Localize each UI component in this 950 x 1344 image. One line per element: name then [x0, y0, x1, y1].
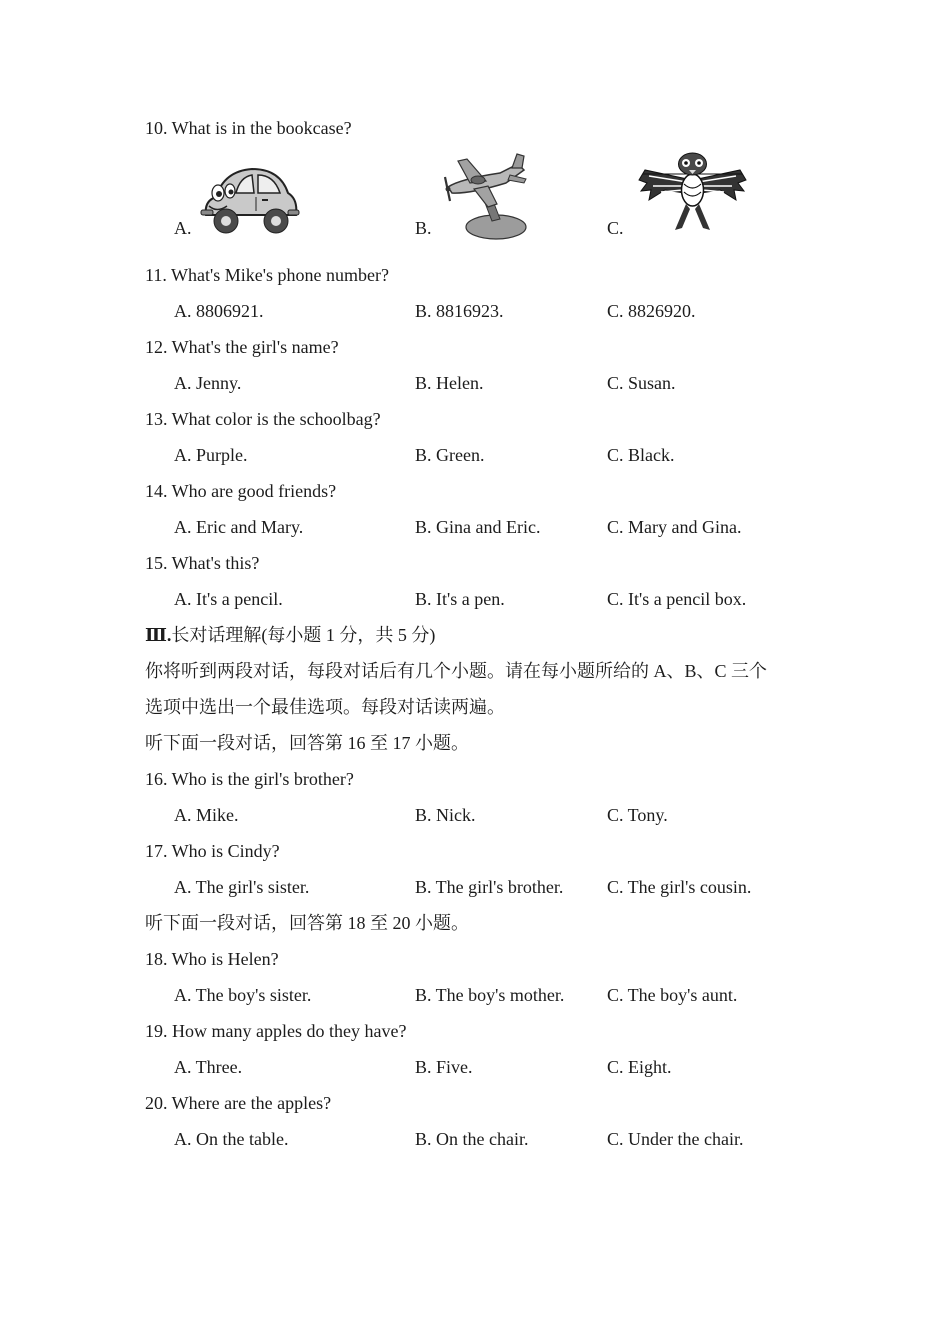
option-a: A. Eric and Mary.: [174, 517, 304, 537]
option-b: B. Helen.: [415, 373, 484, 393]
option-a: A. The girl's sister.: [174, 877, 310, 897]
question-stem: 17. Who is Cindy?: [145, 841, 280, 861]
option-a: A. It's a pencil.: [174, 589, 283, 609]
option-c: C. Mary and Gina.: [607, 517, 742, 537]
option-b: B. Five.: [415, 1057, 473, 1077]
option-a: A. Purple.: [174, 445, 248, 465]
option-b-label: B.: [415, 218, 432, 238]
options-row: [145, 869, 925, 905]
options-row: [145, 509, 925, 545]
option-b: B. Gina and Eric.: [415, 517, 541, 537]
option-a-label: A.: [174, 218, 192, 238]
option-b: B. On the chair.: [415, 1129, 529, 1149]
option-c: C. It's a pencil box.: [607, 589, 747, 609]
question-stem: 16. Who is the girl's brother?: [145, 769, 354, 789]
option-a: A. 8806921.: [174, 301, 264, 321]
question-stem: 14. Who are good friends?: [145, 481, 337, 501]
options-row: [145, 1049, 925, 1085]
option-b: B. Nick.: [415, 805, 476, 825]
document-body: [145, 110, 925, 1157]
options-row: [145, 365, 925, 401]
question-stem: 12. What's the girl's name?: [145, 337, 339, 357]
option-b: B. The girl's brother.: [415, 877, 564, 897]
option-c: C. 8826920.: [607, 301, 696, 321]
dialog-intro: 听下面一段对话，回答第 16 至 17 小题。: [145, 733, 469, 753]
section-heading: [145, 617, 925, 653]
option-a: A. The boy's sister.: [174, 985, 312, 1005]
option-c: C. The boy's aunt.: [607, 985, 738, 1005]
option-a: A. Three.: [174, 1057, 243, 1077]
option-c: C. The girl's cousin.: [607, 877, 752, 897]
section-title: 长对话理解(每小题 1 分，共 5 分): [171, 625, 436, 645]
option-b: B. The boy's mother.: [415, 985, 565, 1005]
instruction-text: 你将听到两段对话，每段对话后有几个小题。请在每小题所给的 A、B、C 三个: [145, 661, 768, 681]
question-stem: 11. What's Mike's phone number?: [145, 265, 389, 285]
option-b: B. Green.: [415, 445, 485, 465]
option-c: C. Black.: [607, 445, 675, 465]
options-row: [145, 797, 925, 833]
car-image: [200, 163, 300, 235]
question-stem: 13. What color is the schoolbag?: [145, 409, 381, 429]
option-a: A. On the table.: [174, 1129, 289, 1149]
option-c: C. Tony.: [607, 805, 668, 825]
option-c: C. Susan.: [607, 373, 676, 393]
airplane-image: [440, 153, 530, 241]
option-c: C. Under the chair.: [607, 1129, 744, 1149]
instruction-text: 选项中选出一个最佳选项。每段对话读两遍。: [145, 697, 505, 717]
question-stem: 19. How many apples do they have?: [145, 1021, 407, 1041]
options-row: [145, 293, 925, 329]
option-c-label: C.: [607, 218, 624, 238]
options-row: [145, 437, 925, 473]
option-a: A. Mike.: [174, 805, 239, 825]
dialog-intro: 听下面一段对话，回答第 18 至 20 小题。: [145, 913, 469, 933]
question-stem: 18. Who is Helen?: [145, 949, 279, 969]
options-row: [145, 1121, 925, 1157]
option-c: C. Eight.: [607, 1057, 672, 1077]
options-row: [145, 977, 925, 1013]
question-stem: 10. What is in the bookcase?: [145, 118, 352, 138]
kite-image: [637, 150, 748, 232]
question-stem: 20. Where are the apples?: [145, 1093, 332, 1113]
section-numeral: Ⅲ.: [145, 625, 172, 645]
image-options-row: [145, 146, 925, 257]
options-row: [145, 581, 925, 617]
question-stem: 15. What's this?: [145, 553, 260, 573]
option-a: A. Jenny.: [174, 373, 242, 393]
option-b: B. 8816923.: [415, 301, 504, 321]
option-b: B. It's a pen.: [415, 589, 505, 609]
